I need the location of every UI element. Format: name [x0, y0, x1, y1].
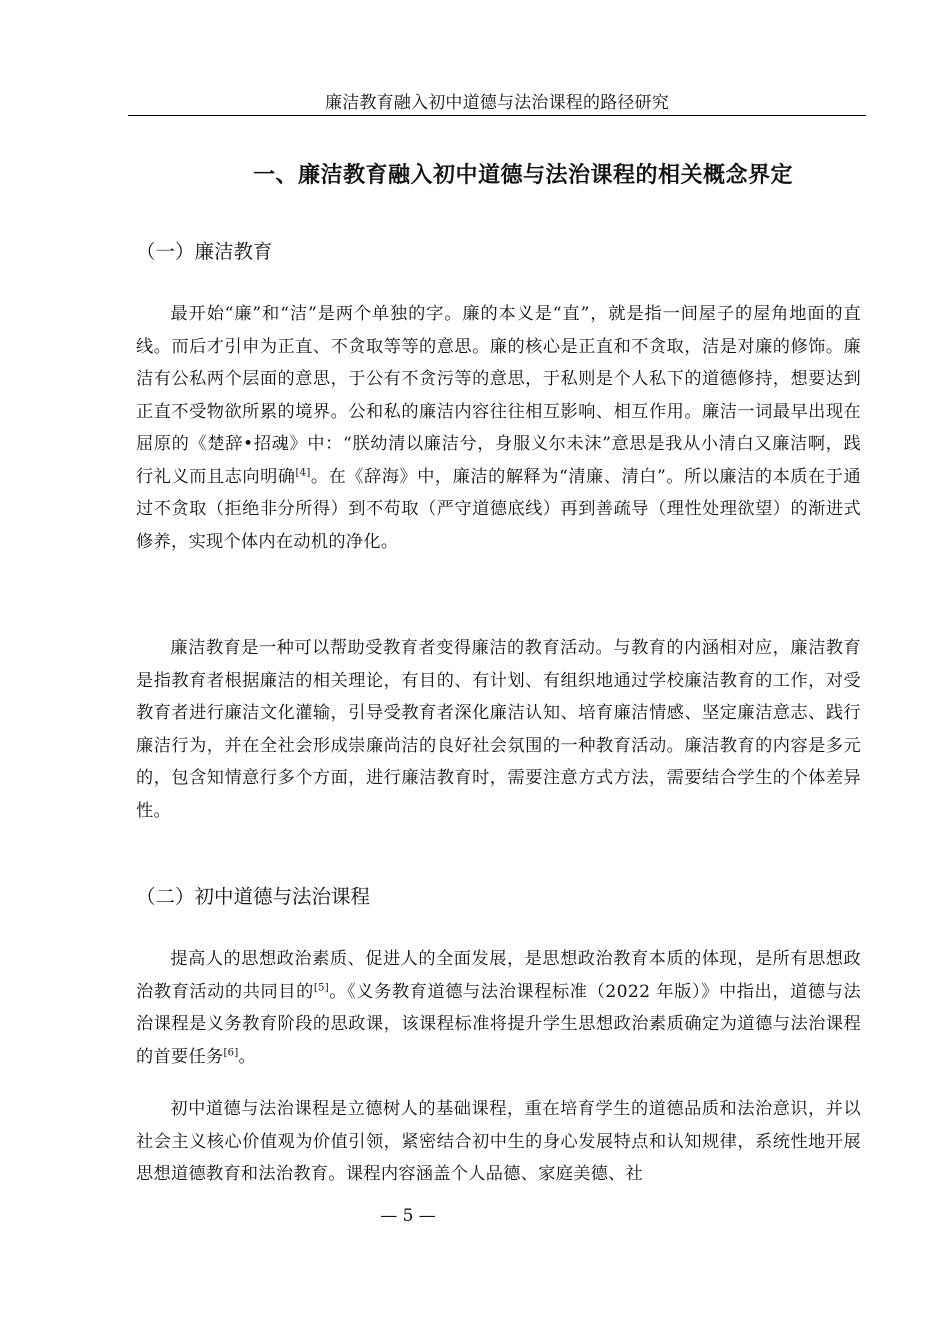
paragraph-course-description: 初中道德与法治课程是立德树人的基础课程，重在培育学生的道德品质和法治意识，并以社会主义核心价值观为价值引领，紧密结合初中生的身心发展特点和认知规律，系统性地开展思想道德教育和法治教育。课程内容涵盖个人品德、家庭美德、社 — [136, 1099, 861, 1184]
paragraph-text: 。 — [238, 1046, 257, 1067]
paragraph-text: 。《义务教育道德与法治课程标准（2022 年版）》中指出，道德与法治课程是义务教育阶段的思政课，该课程标准将提升学生思想政治素质确定为道德与法治课程的首要任务 — [136, 981, 861, 1067]
citation-ref: [4] — [295, 466, 311, 478]
paragraph-text: 提高人的思想政治素质、促进人的全面发展，是思想政治教育本质的体现，是所有思想政治教育活动的共同目的 — [136, 949, 861, 1002]
paragraph-political-quality — [136, 943, 861, 1073]
header-rule — [128, 115, 866, 116]
paragraph-integrity-origin — [136, 298, 861, 558]
section-title-moral-law-course: （二）初中道德与法治课程 — [136, 885, 371, 908]
page-number: — 5 — — [380, 1206, 436, 1226]
citation-ref: [6] — [223, 1046, 239, 1058]
section-title-integrity-education: （一）廉洁教育 — [136, 240, 273, 263]
running-header: 廉洁教育融入初中道德与法治课程的路径研究 — [325, 93, 669, 113]
citation-ref: [5] — [313, 981, 329, 993]
paragraph-integrity-education-definition: 廉洁教育是一种可以帮助受教育者变得廉洁的教育活动。与教育的内涵相对应，廉洁教育是指教育者根据廉洁的相关理论，有目的、有计划、有组织地通过学校廉洁教育的工作，对受教育者进行廉洁文化灌输，引导受教育者深化廉洁认知、培育廉洁情感、坚定廉洁意志、践行廉洁行为，并在全社会形成崇廉尚洁的良好社会氛围的一种教育活动。廉洁教育的内容是多元的，包含知情意行多个方面，进行廉洁教育时，需要注意方式方法，需要结合学生的个体差异性。 — [136, 638, 861, 821]
paragraph-text: 。在《辞海》中，廉洁的解释为“清廉、清白”。所以廉洁的本质在于通过不贪取（拒绝非分所得）到不苟取（严守道德底线）再到善疏导（理性处理欲望）的渐进式修养，实现个体内在动机的净化。 — [136, 466, 861, 552]
paragraph-text: 最开始“廉”和“洁”是两个单独的字。廉的本义是“直”，就是指一间屋子的屋角地面的直线。而后才引申为正直、不贪取等等的意思。廉的核心是正直和不贪取，洁是对廉的修饰。廉洁有公私两个层面的意思，于公有不贪污等的意思，于私则是个人私下的道德修持，想要达到正直不受物欲所累的境界。公和私的廉洁内容往往相互影响、相互作用。廉洁一词最早出现在屈原的《楚辞•招魂》中：“朕幼清以廉洁兮，身服义尔未沫”意思是我从小清白又廉洁啊，践行礼义而且志向明确 — [136, 304, 861, 487]
chapter-title: 一、廉洁教育融入初中道德与法治课程的相关概念界定 — [252, 163, 793, 188]
